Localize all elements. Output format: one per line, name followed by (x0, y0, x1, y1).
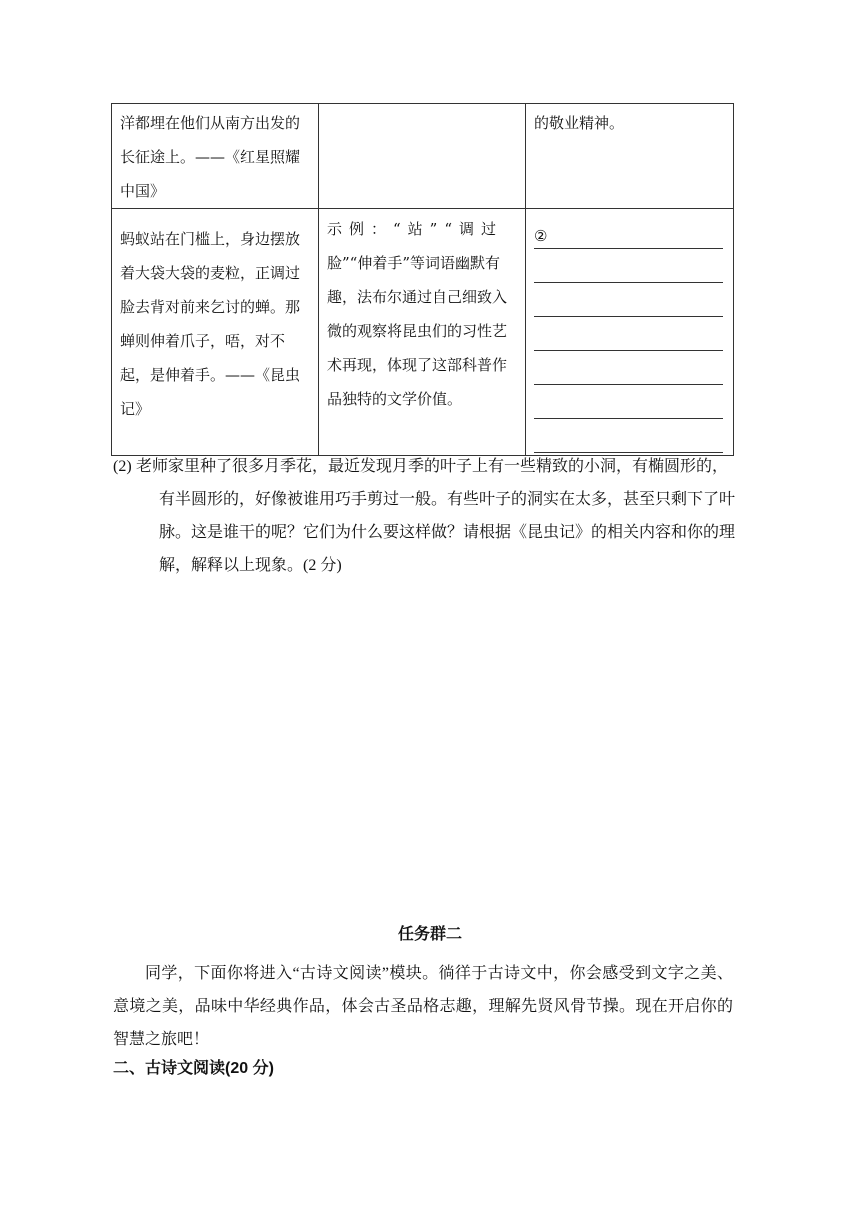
table-cell-analysis (319, 104, 526, 209)
circled-number-2: ② (534, 226, 551, 246)
answer-blank-line[interactable] (534, 317, 723, 351)
answer-blank-line[interactable] (534, 283, 723, 317)
answer-blank-line[interactable] (534, 385, 723, 419)
answer-text: 的敬业精神。 (534, 114, 625, 132)
table-cell-answer-blank[interactable] (526, 209, 734, 456)
section-intro: 同学，下面你将进入“古诗文阅读”模块。徜徉于古诗文中，你会感受到文字之美、意境之美，品味中华经典作品，体会古圣品格志趣，理解先贤风骨节操。现在开启你的智慧之旅吧！ (113, 965, 733, 1048)
table-row (112, 209, 734, 456)
part-heading: 二、古诗文阅读(20 分) (113, 1060, 274, 1077)
question-text: 老师家里种了很多月季花，最近发现月季的叶子上有一些精致的小洞，有椭圆形的，有半圆形的，好像被谁用巧手剪过一般。有些叶子的洞实在太多，甚至只剩下了叶脉。这是谁干的呢？它们为什么要这样做？请根据《昆虫记》的相关内容和你的理解，解释以上现象。(2 分) (136, 458, 736, 574)
section-title: 任务群二 (397, 926, 462, 943)
question-number: (2) (113, 458, 132, 475)
table-cell-answer (526, 104, 734, 209)
answer-blank-line[interactable] (534, 249, 723, 283)
example-lead-text: 示例：“站”“调过 (327, 220, 504, 238)
example-text: 脸”“伸着手”等词语幽默有趣，法布尔通过自己细致入微的观察将昆虫们的习性艺术再现，体现了这部科普作品独特的文学价值。 (327, 254, 508, 408)
reading-table (111, 103, 734, 456)
answer-blank-line[interactable] (534, 215, 723, 249)
table-row (112, 104, 734, 209)
table-cell-analysis (319, 209, 526, 456)
table-cell-quote (112, 209, 319, 456)
quote-text: 洋都埋在他们从南方出发的长征途上。——《红星照耀中国》 (120, 114, 301, 200)
answer-blank-line[interactable] (534, 351, 723, 385)
question-2 (113, 450, 735, 582)
answer-blank-line[interactable] (534, 419, 723, 453)
table-cell-quote (112, 104, 319, 209)
quote-text: 蚂蚁站在门槛上，身边摆放着大袋大袋的麦粒，正调过脸去背对前来乞讨的蝉。那蝉则伸着爪子，唔，对不起，是伸着手。——《昆虫记》 (120, 230, 301, 418)
